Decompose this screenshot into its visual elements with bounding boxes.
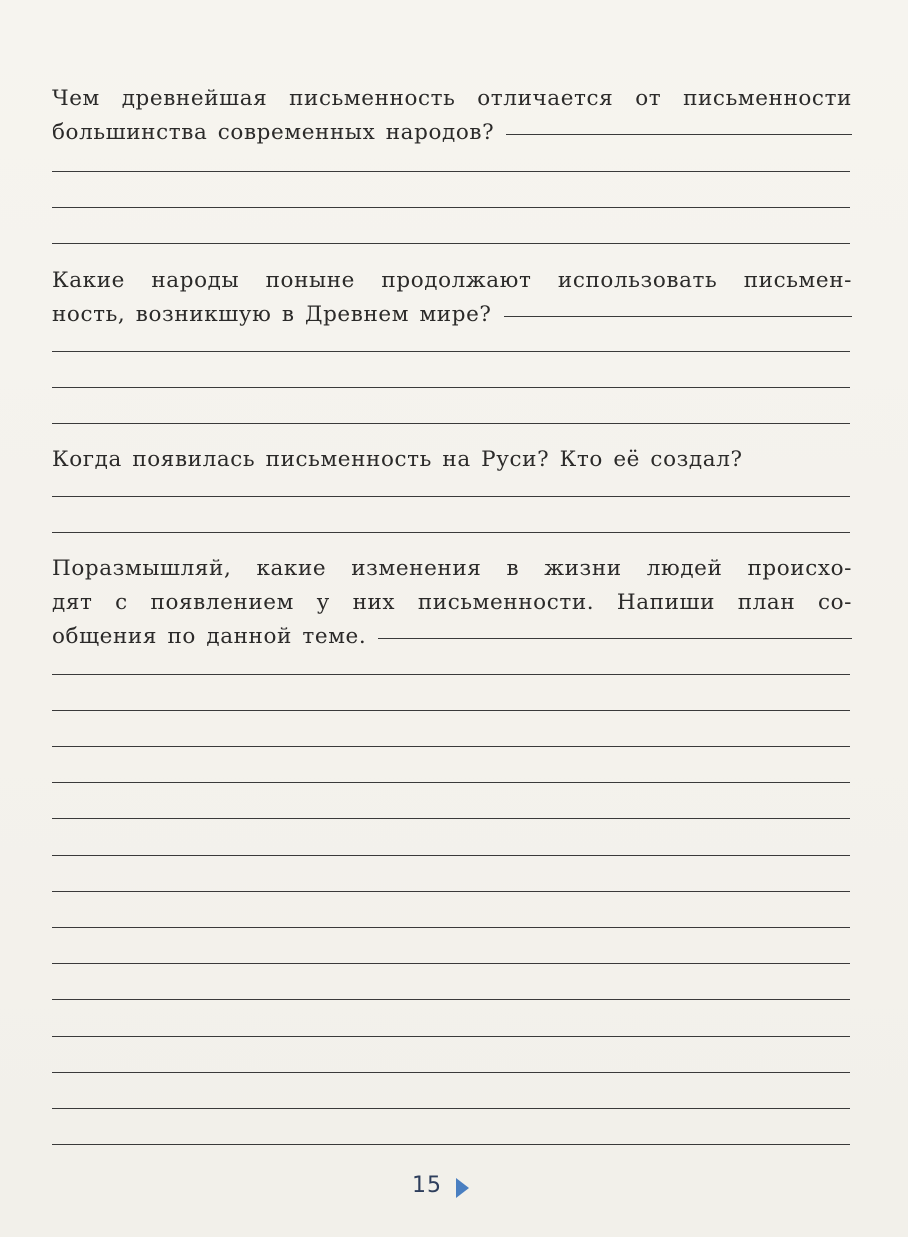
question-2-line-1: Какие народы поныне продолжают использовать письмен-: [52, 268, 852, 293]
triangle-right-icon: [456, 1178, 469, 1198]
answer-line[interactable]: [52, 855, 850, 856]
answer-line[interactable]: [378, 638, 852, 639]
question-1: [52, 82, 852, 150]
answer-line[interactable]: [506, 134, 852, 135]
question-3-line-1: Когда появилась письменность на Руси? Кто её создал?: [52, 447, 743, 472]
answer-line[interactable]: [52, 171, 850, 172]
answer-line[interactable]: [52, 243, 850, 244]
answer-line[interactable]: [52, 207, 850, 208]
answer-line[interactable]: [52, 1108, 850, 1109]
answer-line[interactable]: [52, 782, 850, 783]
answer-line[interactable]: [52, 927, 850, 928]
answer-line[interactable]: [52, 1144, 850, 1145]
answer-line[interactable]: [52, 387, 850, 388]
answer-line[interactable]: [52, 423, 850, 424]
answer-line[interactable]: [504, 316, 852, 317]
page-number: 15: [412, 1173, 442, 1198]
answer-line[interactable]: [52, 496, 850, 497]
question-2-line-2-text: ность, возникшую в Древнем мире?: [52, 302, 492, 327]
question-1-line-2-text: большинства современных народов?: [52, 120, 495, 145]
answer-line[interactable]: [52, 710, 850, 711]
question-2-line-2: [52, 298, 852, 332]
question-4-line-3-text: общения по данной теме.: [52, 624, 367, 649]
answer-line[interactable]: [52, 532, 850, 533]
answer-line[interactable]: [52, 1072, 850, 1073]
question-4-line-3: [52, 620, 852, 654]
answer-line[interactable]: [52, 999, 850, 1000]
question-4: [52, 552, 852, 654]
question-4-line-1: Поразмышляй, какие изменения в жизни людей происхо-: [52, 556, 852, 581]
answer-line[interactable]: [52, 674, 850, 675]
answer-line[interactable]: [52, 891, 850, 892]
answer-line[interactable]: [52, 963, 850, 964]
answer-line[interactable]: [52, 351, 850, 352]
answer-line[interactable]: [52, 818, 850, 819]
answer-line[interactable]: [52, 746, 850, 747]
question-3: [52, 443, 852, 477]
question-1-line-1: Чем древнейшая письменность отличается от письменности: [52, 86, 852, 111]
question-4-line-2: дят с появлением у них письменности. Напиши план со-: [52, 590, 852, 615]
question-1-line-2: [52, 116, 852, 150]
answer-line[interactable]: [52, 1036, 850, 1037]
question-2: [52, 264, 852, 332]
